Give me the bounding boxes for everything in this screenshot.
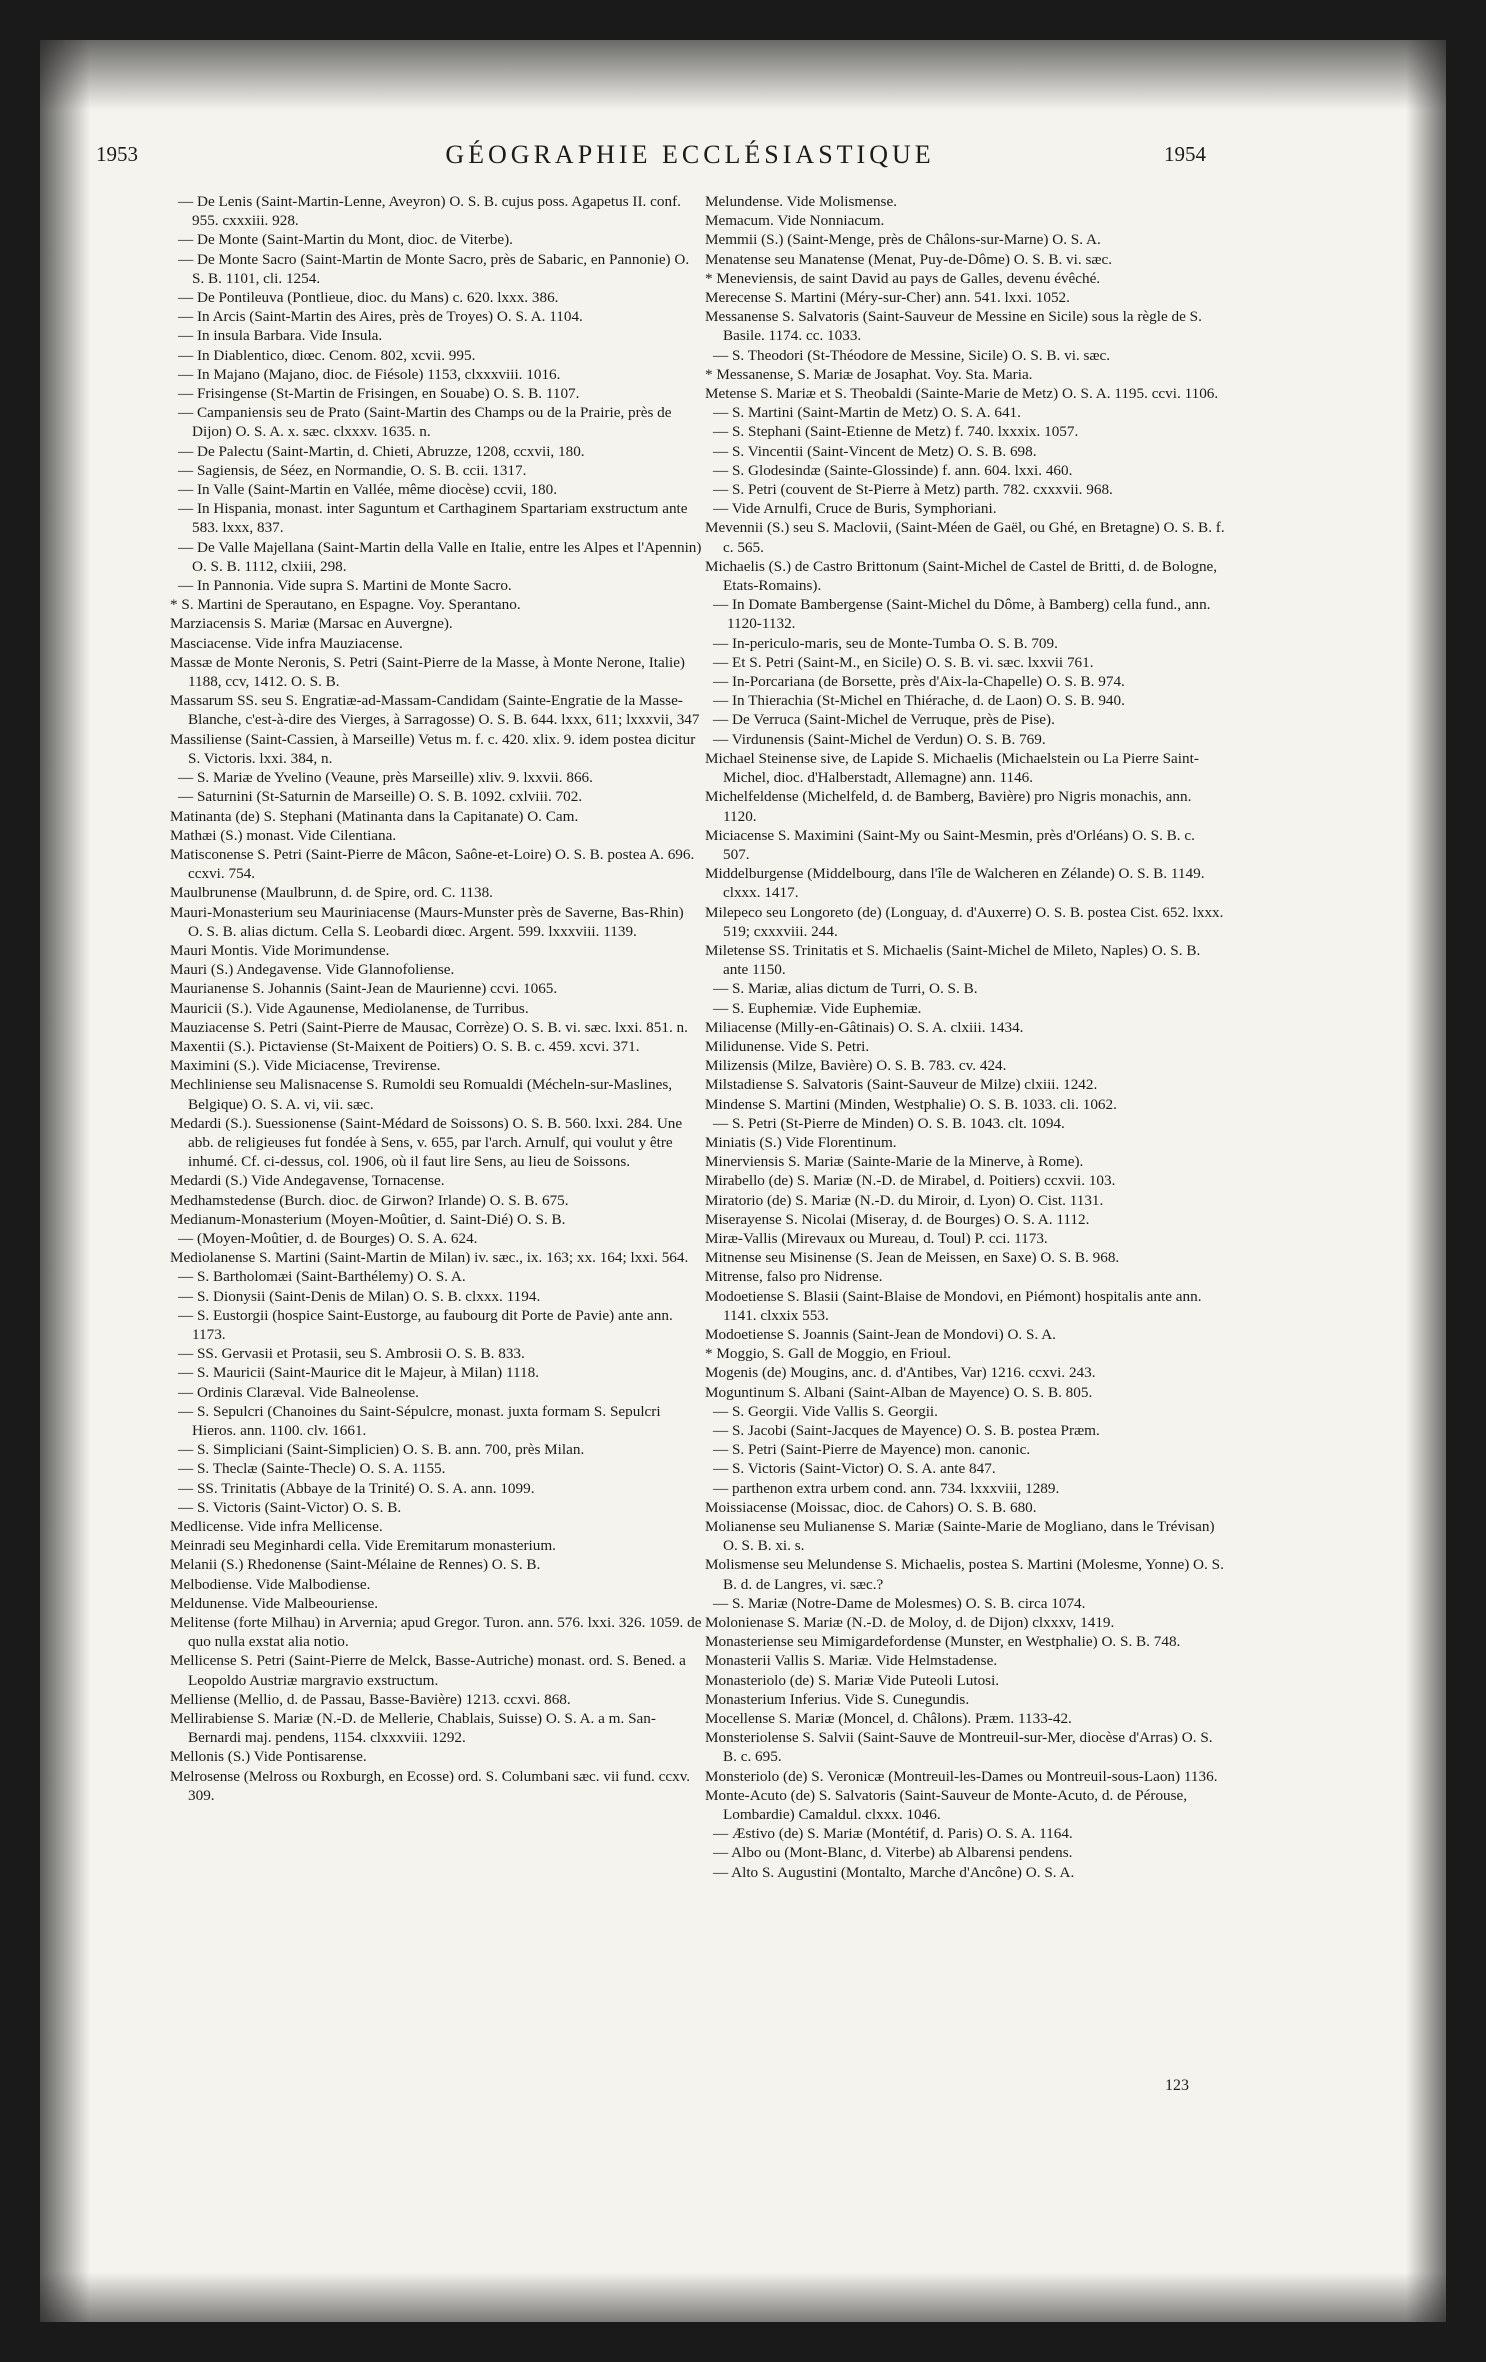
entry-line: Menatense seu Manatense (Menat, Puy-de-Dôme) O. S. B. vi. sæc. (705, 250, 1113, 268)
entry-line: — De Pontileuva (Pontlieue, dioc. du Mans) c. 620. lxxx. 386. (178, 289, 559, 307)
entry-line: Molismense seu Melundense S. Michaelis, postea S. Martini (Molesme, Yonne) O. S. B. d. de Langres, vi. sæc.? (705, 1556, 1224, 1593)
entry-line: — S. Petri (St-Pierre de Minden) O. S. B. 1043. clt. 1094. (713, 1114, 1065, 1132)
entry-line: Medianum-Monasterium (Moyen-Moûtier, d. Saint-Dié) O. S. B. (170, 1210, 566, 1228)
entry-line: — In insula Barbara. Vide Insula. (178, 327, 383, 345)
entry-line: — Alto S. Augustini (Montalto, Marche d'Ancône) O. S. A. (713, 1863, 1075, 1881)
entry-line: — S. Mauricii (Saint-Maurice dit le Majeur, à Milan) 1118. (178, 1364, 539, 1382)
entry-line: * Meneviensis, de saint David au pays de Galles, devenu évêché. (705, 269, 1101, 287)
entry-line: — Æstivo (de) S. Mariæ (Montétif, d. Paris) O. S. A. 1164. (713, 1825, 1073, 1843)
entry-line: — De Palectu (Saint-Martin, d. Chieti, Abruzze, 1208, ccxvii, 180. (178, 442, 585, 460)
entry-line: Matinanta (de) S. Stephani (Matinanta dans la Capitanate) O. Cam. (170, 807, 579, 825)
entry-line: — S. Victoris (Saint-Victor) O. S. B. (178, 1498, 402, 1516)
entry-line: — S. Theodori (St-Théodore de Messine, Sicile) O. S. B. vi. sæc. (713, 346, 1111, 364)
entry-line: Milepeco seu Longoreto (de) (Longuay, d. d'Auxerre) O. S. B. postea Cist. 652. lxxx. 519; cxxxviii. 244. (705, 903, 1224, 940)
entry-line: — In Arcis (Saint-Martin des Aires, près de Troyes) O. S. A. 1104. (178, 308, 583, 326)
entry-line: * Moggio, S. Gall de Moggio, en Frioul. (705, 1345, 951, 1363)
entry-line: Maximini (S.). Vide Miciacense, Trevirense. (170, 1057, 441, 1075)
left-page-number: 1953 (96, 142, 138, 166)
entry-line: Mauri Montis. Vide Morimundense. (170, 941, 390, 959)
entry-line: — S. Georgii. Vide Vallis S. Georgii. (713, 1402, 938, 1420)
entry-line: — Virdunensis (Saint-Michel de Verdun) O. S. B. 769. (713, 730, 1046, 748)
entry-line: Milidunense. Vide S. Petri. (705, 1037, 870, 1055)
entry-line: Messanense S. Salvatoris (Saint-Sauveur de Messine en Sicile) sous la règle de S. Basile. 1174. cc. 1033. (705, 308, 1202, 345)
entry-line: Miciacense S. Maximini (Saint-My ou Saint-Mesmin, près d'Orléans) O. S. B. c. 507. (705, 826, 1195, 863)
entry-line: — In Pannonia. Vide supra S. Martini de Monte Sacro. (178, 577, 512, 595)
entry-line: Miletense SS. Trinitatis et S. Michaelis (Saint-Michel de Mileto, Naples) O. S. B. ante 1150. (705, 941, 1201, 979)
entry-line: — In-Porcariana (de Borsette, près d'Aix-la-Chapelle) O. S. B. 974. (713, 673, 1125, 691)
entry-line: — parthenon extra urbem cond. ann. 734. lxxxviii, 1289. (713, 1479, 1060, 1497)
entry-line: Michelfeldense (Michelfeld, d. de Bamberg, Bavière) pro Nigris monachis, ann. 1120. (705, 788, 1192, 825)
entry-line: Monasterii Vallis S. Mariæ. Vide Helmstadense. (705, 1652, 998, 1670)
entry-line: — Albo ou (Mont-Blanc, d. Viterbe) ab Albarensi pendens. (713, 1844, 1073, 1862)
entry-line: Mellonis (S.) Vide Pontisarense. (170, 1748, 367, 1766)
entry-line: Maulbrunense (Maulbrunn, d. de Spire, ord. C. 1138. (170, 884, 493, 902)
entry-line: Mitnense seu Misinense (S. Jean de Meissen, en Saxe) O. S. B. 968. (705, 1249, 1120, 1267)
entry-line: Maurianense S. Johannis (Saint-Jean de Maurienne) ccvi. 1065. (170, 980, 558, 998)
entry-line: Melrosense (Melross ou Roxburgh, en Ecosse) ord. S. Columbani sæc. vii fund. ccxv. 309. (170, 1767, 691, 1804)
entry-line: — Vide Arnulfi, Cruce de Buris, Symphoriani. (713, 500, 997, 518)
entry-line: Mauri (S.) Andegavense. Vide Glannofoliense. (170, 961, 455, 979)
entry-line: — S. Dionysii (Saint-Denis de Milan) O. S. B. clxxx. 1194. (178, 1287, 541, 1305)
entry-line: — S. Mariæ de Yvelino (Veaune, près Marseille) xliv. 9. lxxvii. 866. (178, 769, 593, 787)
entry-line: Meldunense. Vide Malbeouriense. (170, 1594, 379, 1612)
entry-line: — S. Glodesindæ (Sainte-Glossinde) f. ann. 604. lxxi. 460. (713, 461, 1073, 479)
signature-mark: 123 (1165, 2077, 1189, 2094)
entry-line: Monasteriense seu Mimigardefordense (Munster, en Westphalie) O. S. B. 748. (705, 1633, 1181, 1651)
entry-line: Michael Steinense sive, de Lapide S. Michaelis (Michaelstein ou La Pierre Saint-Michel, dioc. d'Halberstadt, Allemagne) ann. 1146. (705, 749, 1199, 787)
entry-line: Monte-Acuto (de) S. Salvatoris (Saint-Sauveur de Monte-Acuto, d. de Pérouse, Lombardie) Camaldul. clxxx. 1046. (705, 1786, 1188, 1824)
entry-line: Medlicense. Vide infra Mellicense. (170, 1518, 383, 1536)
scan-border-right (1406, 0, 1486, 2362)
entry-line: Melundense. Vide Molismense. (705, 193, 898, 210)
entry-line: Monsteriolense S. Salvii (Saint-Sauve de Montreuil-sur-Mer, diocèse d'Arras) O. S. B. c. 695. (705, 1729, 1213, 1766)
entry-line: — In Diablentico, diœc. Cenom. 802, xcvii. 995. (178, 346, 476, 364)
entry-line: Michaelis (S.) de Castro Brittonum (Saint-Michel de Castel de Britti, d. de Bologne, Etats-Romains). (705, 557, 1218, 595)
entry-line: — De Monte Sacro (Saint-Martin de Monte Sacro, près de Sabaric, en Pannonie) O. S. B. 1101, cli. 1254. (178, 250, 690, 287)
entry-line: Melanii (S.) Rhedonense (Saint-Mélaine de Rennes) O. S. B. (170, 1556, 541, 1574)
entry-line: Mathæi (S.) monast. Vide Cilentiana. (170, 826, 397, 844)
entry-line: Mevennii (S.) seu S. Maclovii, (Saint-Méen de Gaël, ou Ghé, en Bretagne) O. S. B. f. c. 565. (705, 519, 1225, 556)
entry-line: — Frisingense (St-Martin de Frisingen, en Souabe) O. S. B. 1107. (178, 385, 580, 403)
entry-line: Masciacense. Vide infra Mauziacense. (170, 634, 403, 652)
entry-line: Medhamstedense (Burch. dioc. de Girwon? Irlande) O. S. B. 675. (170, 1191, 569, 1209)
entry-line: — In Domate Bambergense (Saint-Michel du Dôme, à Bamberg) cella fund., ann. 1120-1132. (713, 596, 1211, 633)
right-page-number: 1954 (1164, 142, 1206, 166)
entry-line: Medardi (S.). Suessionense (Saint-Médard de Soissons) O. S. B. 560. lxxi. 284. Une abb. de religieuses fut fondée à Sens, v. 655, par l'arch. Arnulf, qui voulut y être inhumé. Cf. ci-dessus, col. 1906, où il faut lire Sens, au lieu de Soissons. (170, 1114, 683, 1171)
entry-line: Mindense S. Martini (Minden, Westphalie) O. S. B. 1033. cli. 1062. (705, 1095, 1117, 1113)
right-column (705, 192, 1225, 1882)
entry-line: Monasterium Inferius. Vide S. Cunegundis. (705, 1690, 970, 1708)
entry-line: Medardi (S.) Vide Andegavense, Tornacense. (170, 1172, 445, 1190)
entry-line: Matisconense S. Petri (Saint-Pierre de Mâcon, Saône-et-Loire) O. S. B. postea A. 696. ccxvi. 754. (170, 845, 695, 883)
scan-border-bottom (40, 2272, 1446, 2362)
entry-line: Meinradi seu Meginhardi cella. Vide Eremitarum monasterium. (170, 1537, 556, 1555)
entry-line: Mellirabiense S. Mariæ (N.-D. de Mellerie, Chablais, Suisse) O. S. A. a m. San-Bernardi maj. pendens, 1154. clxxxviii. 1292. (170, 1710, 656, 1747)
entry-line: — Sagiensis, de Séez, en Normandie, O. S. B. ccii. 1317. (178, 461, 527, 479)
page-title: GÉOGRAPHIE ECCLÉSIASTIQUE (445, 140, 935, 169)
entry-line: — S. Petri (couvent de St-Pierre à Metz) parth. 782. cxxxvii. 968. (713, 481, 1113, 499)
entry-line: Mocellense S. Mariæ (Moncel, d. Châlons). Præm. 1133-42. (705, 1710, 1072, 1728)
entry-line: — Et S. Petri (Saint-M., en Sicile) O. S. B. vi. sæc. lxxvii 761. (713, 653, 1094, 671)
entry-line: — De Monte (Saint-Martin du Mont, dioc. de Viterbe). (178, 231, 513, 249)
entry-line: — In Thierachia (St-Michel en Thiérache, d. de Laon) O. S. B. 940. (713, 692, 1125, 710)
entry-line: — S. Sepulcri (Chanoines du Saint-Sépulcre, monast. juxta formam S. Sepulcri Hieros. ann. 1100. clv. 1661. (178, 1402, 661, 1439)
entry-line: Miræ-Vallis (Mirevaux ou Mureau, d. Toul) P. cci. 1173. (705, 1229, 1048, 1247)
entry-line: Mauricii (S.). Vide Agaunense, Mediolanense, de Turribus. (170, 999, 529, 1017)
entry-line: — Ordinis Claræval. Vide Balneolense. (178, 1383, 419, 1401)
entry-line: Modoetiense S. Joannis (Saint-Jean de Mondovi) O. S. A. (705, 1325, 1056, 1343)
entry-line: Metense S. Mariæ et S. Theobaldi (Sainte-Marie de Metz) O. S. A. 1195. ccvi. 1106. (705, 385, 1219, 403)
entry-line: Miserayense S. Nicolai (Miseray, d. de Bourges) O. S. A. 1112. (705, 1210, 1090, 1228)
entry-line: — S. Stephani (Saint-Etienne de Metz) f. 740. lxxxix. 1057. (713, 423, 1079, 441)
entry-line: — Saturnini (St-Saturnin de Marseille) O. S. B. 1092. cxlviii. 702. (178, 788, 583, 806)
entry-line: Miniatis (S.) Vide Florentinum. (705, 1133, 897, 1151)
entry-line: — S. Euphemiæ. Vide Euphemiæ. (713, 999, 922, 1017)
entry-line: — (Moyen-Moûtier, d. de Bourges) O. S. A. 624. (178, 1229, 478, 1247)
entry-line: Memmii (S.) (Saint-Menge, près de Châlons-sur-Marne) O. S. A. (705, 231, 1101, 249)
entry-line: Marziacensis S. Mariæ (Marsac en Auvergne). (170, 615, 453, 633)
entry-line: Massæ de Monte Neronis, S. Petri (Saint-Pierre de la Masse, à Monte Nerone, Italie) 1188, ccv, 1412. O. S. B. (170, 653, 685, 691)
entry-line: Minerviensis S. Mariæ (Sainte-Marie de la Minerve, à Rome). (705, 1153, 1084, 1171)
scan-border-top (40, 0, 1446, 110)
entry-line: — S. Theclæ (Sainte-Thecle) O. S. A. 1155. (178, 1460, 446, 1478)
entry-line: — S. Vincentii (Saint-Vincent de Metz) O. S. B. 698. (713, 442, 1037, 460)
entry-line: Moissiacense (Moissac, dioc. de Cahors) O. S. B. 680. (705, 1498, 1037, 1516)
entry-line: — S. Petri (Saint-Pierre de Mayence) mon. canonic. (713, 1441, 1031, 1459)
entry-line: — De Verruca (Saint-Michel de Verruque, près de Pise). (713, 711, 1055, 729)
entry-line: — S. Simpliciani (Saint-Simplicien) O. S. B. ann. 700, près Milan. (178, 1441, 585, 1459)
entry-line: — SS. Gervasii et Protasii, seu S. Ambrosii O. S. B. 833. (178, 1345, 525, 1363)
entry-line: — Campaniensis seu de Prato (Saint-Martin des Champs ou de la Prairie, près de Dijon) O. S. A. x. sæc. clxxxv. 1635. n. (178, 404, 672, 441)
entry-line: Miliacense (Milly-en-Gâtinais) O. S. A. clxiii. 1434. (705, 1018, 1024, 1036)
entry-line: Mitrense, falso pro Nidrense. (705, 1268, 883, 1286)
entry-line: Molonienase S. Mariæ (N.-D. de Moloy, d. de Dijon) clxxxv, 1419. (705, 1614, 1115, 1632)
entry-line: — S. Bartholomæi (Saint-Barthélemy) O. S. A. (178, 1268, 466, 1286)
entry-line: — S. Victoris (Saint-Victor) O. S. A. ante 847. (713, 1460, 996, 1478)
entry-line: Miratorio (de) S. Mariæ (N.-D. du Miroir, d. Lyon) O. Cist. 1131. (705, 1191, 1104, 1209)
entry-line: — De Lenis (Saint-Martin-Lenne, Aveyron) O. S. B. cujus poss. Agapetus II. conf. 955. cxxxiii. 928. (178, 193, 681, 230)
entry-line: Merecense S. Martini (Méry-sur-Cher) ann. 541. lxxi. 1052. (705, 289, 1070, 307)
entry-line: Middelburgense (Middelbourg, dans l'île de Walcheren en Zélande) O. S. B. 1149. clxxx. 1417. (705, 865, 1205, 902)
entry-line: Milstadiense S. Salvatoris (Saint-Sauveur de Milze) clxiii. 1242. (705, 1076, 1098, 1094)
entry-line: Milizensis (Milze, Bavière) O. S. B. 783. cv. 424. (705, 1057, 1007, 1075)
entry-line: * S. Martini de Sperautano, en Espagne. Voy. Sperantano. (170, 596, 521, 614)
entry-line: Maxentii (S.). Pictaviense (St-Maixent de Poitiers) O. S. B. c. 459. xcvi. 371. (170, 1037, 640, 1055)
entry-line: — S. Mariæ (Notre-Dame de Molesmes) O. S. B. circa 1074. (713, 1594, 1086, 1612)
scan-border-left (0, 0, 90, 2362)
left-column (170, 192, 702, 1805)
entry-line: Melitense (forte Milhau) in Arvernia; apud Gregor. Turon. ann. 576. lxxi. 326. 1059. de quo nulla exstat alia notio. (170, 1614, 702, 1651)
entry-line: Massarum SS. seu S. Engratiæ-ad-Massam-Candidam (Sainte-Engratie de la Masse-Blanche, c'est-à-dire des Vierges, à Sarragosse) O. S. B. 644. lxxx, 611; lxxxvii, 347 (170, 692, 700, 729)
entry-line: Mechliniense seu Malisnacense S. Rumoldi seu Romualdi (Mécheln-sur-Maslines, Belgique) O. S. A. vi, vii. sæc. (170, 1076, 673, 1113)
entry-line: Mogenis (de) Mougins, anc. d. d'Antibes, Var) 1216. ccxvi. 243. (705, 1364, 1096, 1382)
entry-line: — In Majano (Majano, dioc. de Fiésole) 1153, clxxxviii. 1016. (178, 365, 561, 383)
entry-line: Monsteriolo (de) S. Veronicæ (Montreuil-les-Dames ou Montreuil-sous-Laon) 1136. (705, 1767, 1218, 1785)
entry-line: — In Valle (Saint-Martin en Vallée, même diocèse) ccvii, 180. (178, 481, 558, 499)
entry-line: Memacum. Vide Nonniacum. (705, 212, 885, 230)
entry-line: — S. Jacobi (Saint-Jacques de Mayence) O. S. B. postea Præm. (713, 1422, 1100, 1439)
entry-line: Molianense seu Mulianense S. Mariæ (Sainte-Marie de Mogliano, dans le Trévisan) O. S. B. xi. s. (705, 1518, 1215, 1555)
entry-line: Melbodiense. Vide Malbodiense. (170, 1575, 371, 1593)
entry-line: — In-periculo-maris, seu de Monte-Tumba O. S. B. 709. (713, 634, 1058, 652)
entry-line: — S. Eustorgii (hospice Saint-Eustorge, au faubourg dit Porte de Pavie) ante ann. 1173. (178, 1306, 673, 1343)
entry-line: Mediolanense S. Martini (Saint-Martin de Milan) iv. sæc., ix. 163; xx. 164; lxxi. 564. (170, 1249, 689, 1267)
entry-line: Mellicense S. Petri (Saint-Pierre de Melck, Basse-Autriche) monast. ord. S. Bened. a Leopoldo Austriæ margravio exstructum. (170, 1652, 686, 1689)
entry-line: — S. Mariæ, alias dictum de Turri, O. S. B. (713, 980, 978, 998)
entry-line: Mauri-Monasterium seu Mauriniacense (Maurs-Munster près de Saverne, Bas-Rhin) O. S. B. alias dictum. Cella S. Leobardi diœc. Argent. 599. lxxxviii. 1139. (170, 903, 684, 940)
entry-line: Modoetiense S. Blasii (Saint-Blaise de Mondovi, en Piémont) hospitalis ante ann. 1141. clxxix 553. (705, 1287, 1202, 1324)
entry-line: — De Valle Majellana (Saint-Martin della Valle en Italie, entre les Alpes et l'Apennin) O. S. B. 1112, clxiii, 298. (178, 538, 702, 575)
entry-line: Mauziacense S. Petri (Saint-Pierre de Mausac, Corrèze) O. S. B. vi. sæc. lxxi. 851. n. (170, 1018, 688, 1036)
entry-line: Melliense (Mellio, d. de Passau, Basse-Bavière) 1213. ccxvi. 868. (170, 1690, 571, 1708)
entry-line: — S. Martini (Saint-Martin de Metz) O. S. A. 641. (713, 404, 1021, 422)
entry-line: Moguntinum S. Albani (Saint-Alban de Mayence) O. S. B. 805. (705, 1383, 1093, 1401)
entry-line: — SS. Trinitatis (Abbaye de la Trinité) O. S. A. ann. 1099. (178, 1479, 535, 1497)
entry-line: Mirabello (de) S. Mariæ (N.-D. de Mirabel, d. Poitiers) ccxvii. 103. (705, 1172, 1116, 1190)
entry-line: * Messanense, S. Mariæ de Josaphat. Voy. Sta. Maria. (705, 365, 1033, 383)
entry-line: — In Hispania, monast. inter Saguntum et Carthaginem Spartariam exstructum ante 583. lxxx, 837. (178, 500, 688, 537)
entry-line: Monasteriolo (de) S. Mariæ Vide Puteoli Lutosi. (705, 1671, 1000, 1689)
entry-line: Massiliense (Saint-Cassien, à Marseille) Vetus m. f. c. 420. xlix. 9. idem postea dicitur S. Victoris. lxxi. 384, n. (170, 730, 696, 767)
